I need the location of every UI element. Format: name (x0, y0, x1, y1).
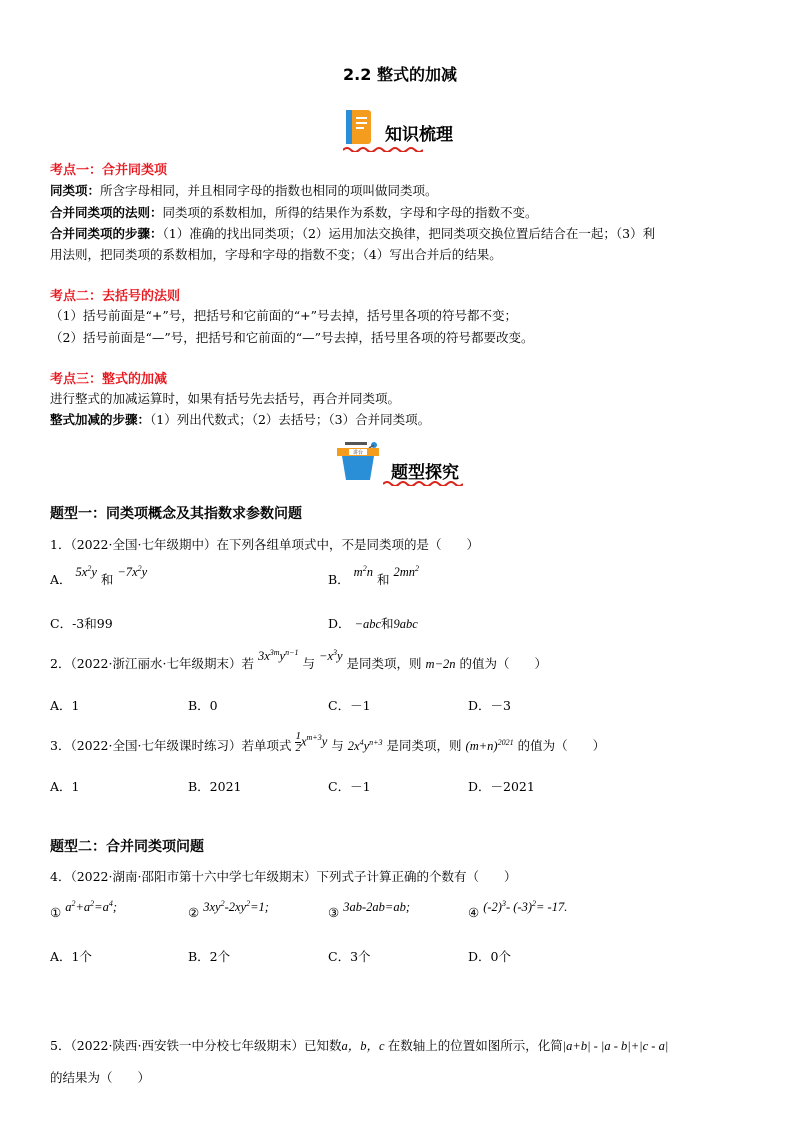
type1-heading: 题型一：同类项概念及其指数求参数问题 (50, 506, 302, 522)
kd3-line1: 进行整式的加减运算时，如果有括号先去括号，再合并同类项。 (50, 391, 401, 406)
q1-b-expr2: $2mn^2$ (393, 563, 419, 579)
q4-n3: ③ (328, 905, 340, 920)
q4-expr3: 3ab-2ab=ab; (343, 900, 410, 914)
q3-expr1: $\frac{1}{2}$ $x^{m+3}y$ (295, 730, 328, 754)
q1-d-he: 和 (381, 616, 394, 631)
q2-prefix: 2．（2022·浙江丽水·七年级期末）若 (50, 656, 254, 671)
q1-b-expr1: $m^2n$ (353, 563, 373, 579)
q1-b-label: B． (328, 572, 350, 587)
q1-d-expr1: −abc (354, 617, 382, 631)
q2-mid: 与 (302, 656, 316, 671)
kd1-line4: 用法则，把同类项的系数相加，字母和字母的指数不变；（4）写出合并后的结果。 (50, 247, 502, 262)
q4-expr1: $a^2+a^2=a^4$; (65, 899, 117, 915)
type2-heading: 题型二：合并同类项问题 (50, 839, 204, 855)
q1-stem: 1．（2022·全国·七年级期中）在下列各组单项式中，不是同类项的是（ ） (50, 537, 479, 552)
q2-option-b[interactable]: B．0 (188, 698, 218, 713)
q1-c-text: -3和99 (72, 616, 113, 631)
kd1-line2 (50, 203, 538, 221)
q5-stem-text: 5．（2022·陕西·西安铁一中分校七年级期末）已知数 (50, 1038, 342, 1053)
q1-b-he: 和 (376, 572, 390, 587)
q3-option-c[interactable]: C．－1 (328, 779, 371, 794)
q4-n1: ① (50, 905, 62, 921)
q1-d-label: D． (328, 616, 351, 631)
kd1-heading: 考点一：合并同类项 (50, 163, 168, 178)
q4-expr2: $3xy^2-2xy^2=1$; (203, 899, 269, 915)
kd1-line3 (50, 224, 655, 242)
q2-option-d[interactable]: D．－3 (468, 698, 511, 713)
banner-knowledge-text: 知识梳理 (385, 125, 453, 145)
kd1-l1-label: 同类项： (50, 183, 101, 198)
q4-option-c[interactable]: C．3个 (328, 949, 371, 964)
banner-practice (333, 440, 473, 490)
q1-option-a[interactable] (50, 563, 148, 588)
podium-icon (333, 440, 383, 484)
kd3-heading: 考点三：整式的加减 (50, 372, 168, 387)
q3-option-b[interactable]: B．2021 (188, 779, 242, 794)
q1-a-he: 和 (100, 572, 114, 587)
q3-stem (50, 730, 606, 758)
q3-suffix2: 的值为（ ） (517, 738, 606, 753)
q1-d-expr2: 9abc (393, 617, 418, 631)
q5-vars: a，b，c (341, 1039, 385, 1053)
kd1-l2-text: 同类项的系数相加，所得的结果作为系数，字母和字母的指数不变。 (162, 205, 538, 220)
q2-expr1: $3x^{3m}y^{n-1}$ (257, 647, 299, 663)
q3-mid: 与 (331, 738, 344, 753)
q2-suffix: 是同类项，则 (346, 656, 422, 671)
q3-option-a[interactable]: A．1 (50, 779, 80, 794)
kd1-line1 (50, 181, 438, 199)
q1-a-expr2: $-7x^2y$ (117, 563, 148, 579)
q1-c-label: C． (50, 616, 73, 631)
q5-stem (50, 1036, 668, 1054)
q1-option-d[interactable] (328, 614, 418, 632)
q2-expr3: m−2n (425, 657, 456, 671)
q2-option-a[interactable]: A．1 (50, 698, 80, 713)
kd3-l2-text: （1）列出代数式；（2）去括号；（3）合并同类项。 (150, 412, 431, 427)
q5-line2: 的结果为（ ） (50, 1070, 151, 1085)
q4-n2: ② (188, 905, 200, 921)
page-title: 2.2 整式的加减 (343, 65, 457, 84)
kd1-l1-text: 所含字母相同，并且相同字母的指数也相同的项叫做同类项。 (100, 183, 438, 198)
q4-item-1 (50, 899, 117, 921)
q3-expr3: $(m+n)^{2021}$ (465, 737, 514, 753)
book-icon (343, 108, 375, 148)
q4-n4: ④ (468, 905, 480, 921)
kd3-l2-label: 整式加减的步骤： (50, 412, 151, 427)
q3-prefix: 3．（2022·全国·七年级课时练习）若单项式 (50, 738, 292, 753)
kd1-l3-text: （1）准确的找出同类项；（2）运用加法交换律，把同类项交换位置后结合在一起；（3）利 (162, 226, 656, 241)
wave-underline (343, 146, 423, 152)
q4-item-2 (188, 899, 269, 921)
q2-option-c[interactable]: C．－1 (328, 698, 371, 713)
podium-label: 讲台 (352, 450, 364, 456)
banner-knowledge (343, 108, 463, 154)
q4-stem: 4．（2022·湖南·邵阳市第十六中学七年级期末）下列式子计算正确的个数有（ ） (50, 869, 517, 884)
kd1-l3-label: 合并同类项的步骤： (50, 226, 163, 241)
q5-stem-mid: 在数轴上的位置如图所示，化简 (387, 1038, 563, 1053)
kd2-line2: （2）括号前面是“—”号，把括号和它前面的“—”号去掉，括号里各项的符号都要改变。 (50, 330, 534, 345)
q4-item-3 (328, 900, 410, 921)
q3-expr2: $2x^4y^{n+3}$ (347, 737, 383, 753)
wave-underline (383, 480, 463, 486)
q1-a-expr1: $5x^2y$ (75, 563, 97, 579)
q4-option-b[interactable]: B．2个 (188, 949, 231, 964)
q1-a-label: A． (50, 572, 72, 587)
q4-option-d[interactable]: D．0个 (468, 949, 511, 964)
q3-suffix: 是同类项，则 (386, 738, 462, 753)
q3-option-d[interactable]: D．－2021 (468, 779, 535, 794)
q1-option-b[interactable] (328, 563, 419, 588)
banner-practice-text: 题型探究 (391, 463, 459, 483)
q2-expr2: $-x^3y$ (319, 647, 343, 663)
q2-suffix2: 的值为（ ） (459, 656, 548, 671)
q4-option-a[interactable]: A．1个 (50, 949, 92, 964)
kd1-l2-label: 合并同类项的法则： (50, 205, 163, 220)
q4-expr4: $(-2)^3-$ $(-3)^2= -17$. (483, 899, 568, 915)
kd2-heading: 考点二：去括号的法则 (50, 289, 181, 304)
kd3-line2 (50, 410, 430, 428)
q2-stem (50, 647, 548, 672)
q4-item-4 (468, 899, 568, 921)
q1-option-c[interactable] (50, 614, 113, 632)
kd2-line1: （1）括号前面是“+”号，把括号和它前面的“+”号去掉，括号里各项的符号都不变； (50, 308, 517, 323)
q5-expr: |a+b| - |a - b|+|c - a| (562, 1039, 669, 1053)
